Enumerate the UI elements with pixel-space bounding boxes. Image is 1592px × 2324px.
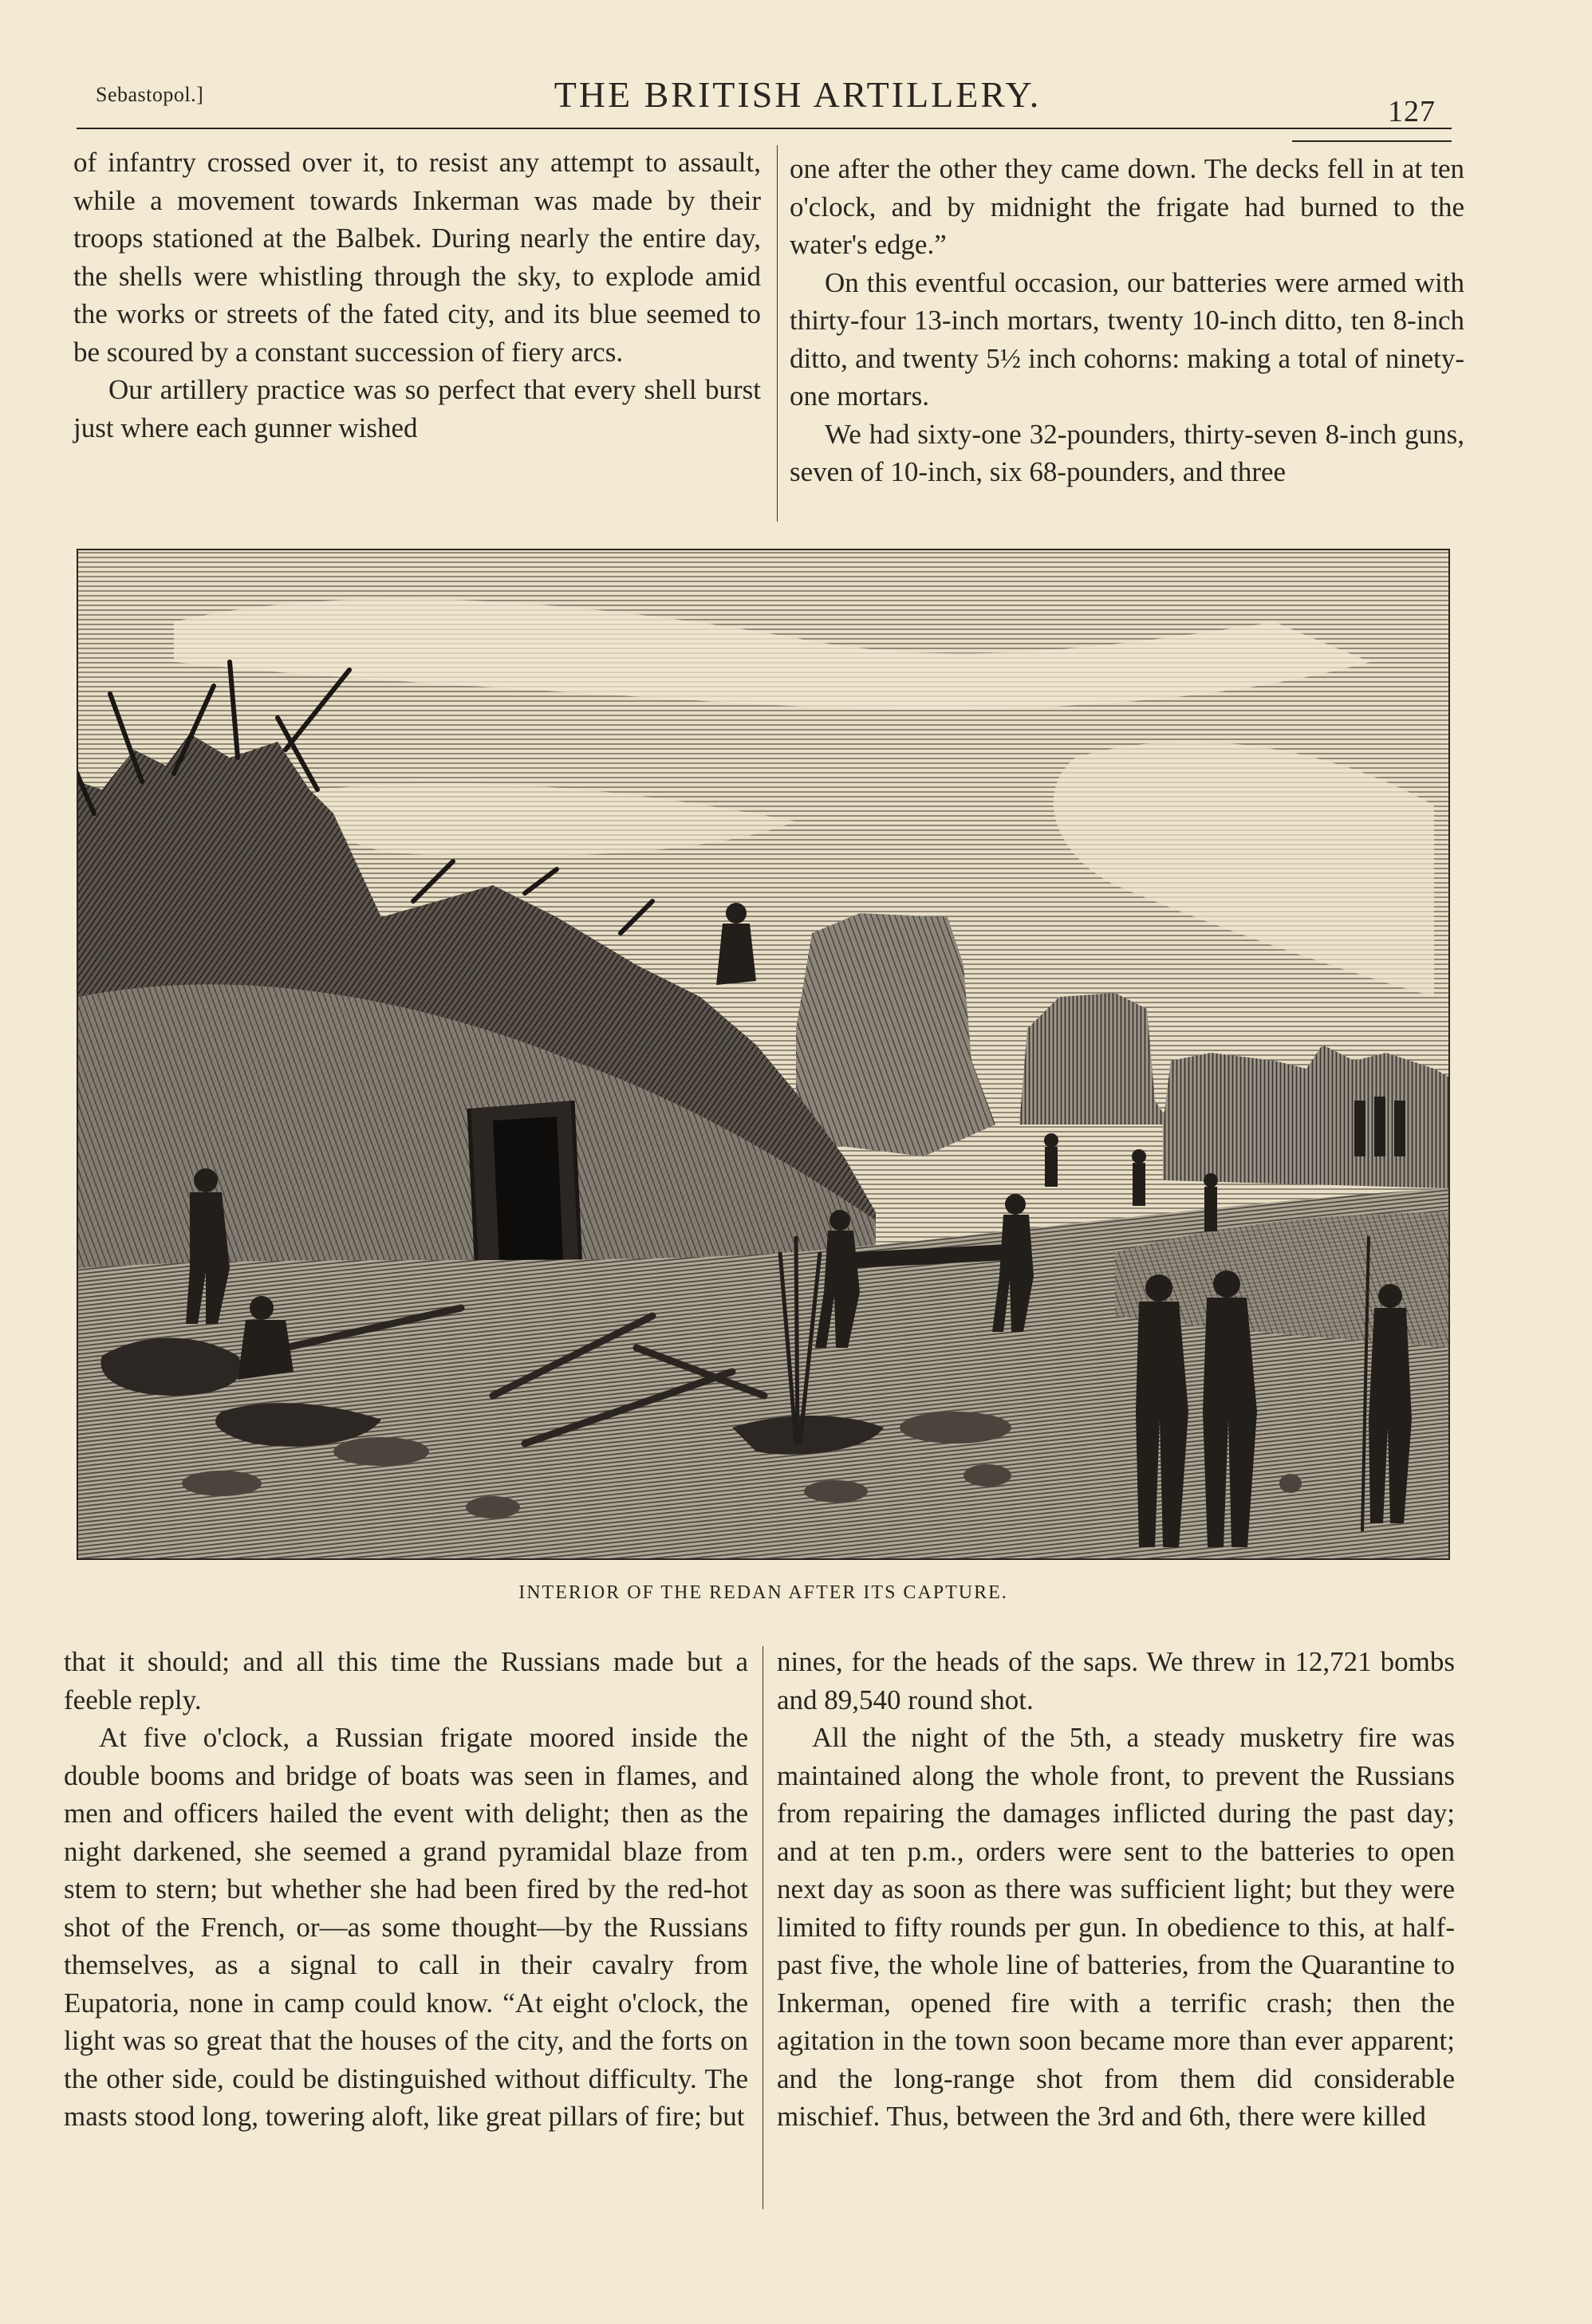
paragraph: of infantry crossed over it, to resist any attempt to assault, while a movement towards Inkerman was made by their troops stationed at the Balbek. During nearly the entire day, the shells were whistling through the sky, to explode amid the works or streets of the fated city, and its blue seemed to be scoured by a constant succession of fiery arcs. bbox=[73, 147, 761, 368]
running-header-title: THE BRITISH ARTILLERY. bbox=[554, 74, 1042, 115]
paragraph: All the night of the 5th, a steady musketry fire was maintained along the whole front, to prevent the Russians from repairing the damages inflicted during the past day; and at ten p.m., orders were sent to the batteries to open next day as soon as there was sufficient light; but they were limited to fifty rounds per gun. In obedience to this, at half-past five, the whole line of batteries, from the Quarantine to Inkerman, opened fire with a terrific crash; then the agitation in the town soon became more than ever apparent; and the long-range shot from them did considerable mischief. Thus, between the 3rd and 6th, there were killed bbox=[777, 1722, 1455, 2132]
figure-caption: INTERIOR OF THE REDAN AFTER ITS CAPTURE. bbox=[518, 1582, 1008, 1603]
paragraph: We had sixty-one 32-pounders, thirty-seven 8-inch guns, seven of 10-inch, six 68-pounders, and three bbox=[790, 418, 1464, 487]
top-right-column bbox=[790, 150, 1464, 491]
paragraph: On this eventful occasion, our batteries were armed with thirty-four 13-inch mortars, twenty 10-inch ditto, ten 8-inch ditto, and twenty 5½ inch cohorns: making a total of ninety-one mortars. bbox=[790, 266, 1464, 412]
bottom-right-column bbox=[777, 1643, 1455, 2136]
bottom-left-column bbox=[64, 1643, 748, 2136]
engraving-illustration bbox=[77, 549, 1450, 1560]
header-rule bbox=[77, 128, 1452, 129]
paragraph: nines, for the heads of the saps. We threw in 12,721 bombs and 89,540 round shot. bbox=[777, 1646, 1455, 1715]
paragraph: At five o'clock, a Russian frigate moored inside the double booms and bridge of boats was seen in flames, and men and officers hailed the event with delight; then as the night darkened, she seemed a grand pyramidal blaze from stem to stern; but whether she had been fired by the red-hot shot of the French, or—as some thought—by the Russians themselves, as a signal to call in their cavalry from Eupatoria, none in camp could know. “At eight o'clock, the light was so great that the houses of the city, and the forts on the other side, could be distinguished without difficulty. The masts stood long, towering aloft, like great pillars of fire; but bbox=[64, 1722, 748, 2132]
redan-engraving bbox=[78, 550, 1448, 1558]
column-divider bbox=[777, 145, 778, 522]
page-number-rule bbox=[1292, 140, 1452, 142]
page-number: 127 bbox=[1388, 95, 1436, 128]
running-header-section: Sebastopol.] bbox=[96, 83, 204, 106]
paragraph: Our artillery practice was so perfect that every shell burst just where each gunner wished bbox=[73, 374, 761, 443]
paragraph: one after the other they came down. The decks fell in at ten o'clock, and by midnight the frigate had burned to the water's edge.” bbox=[790, 153, 1464, 260]
top-left-column bbox=[73, 144, 761, 447]
paragraph: that it should; and all this time the Russians made but a feeble reply. bbox=[64, 1646, 748, 1715]
